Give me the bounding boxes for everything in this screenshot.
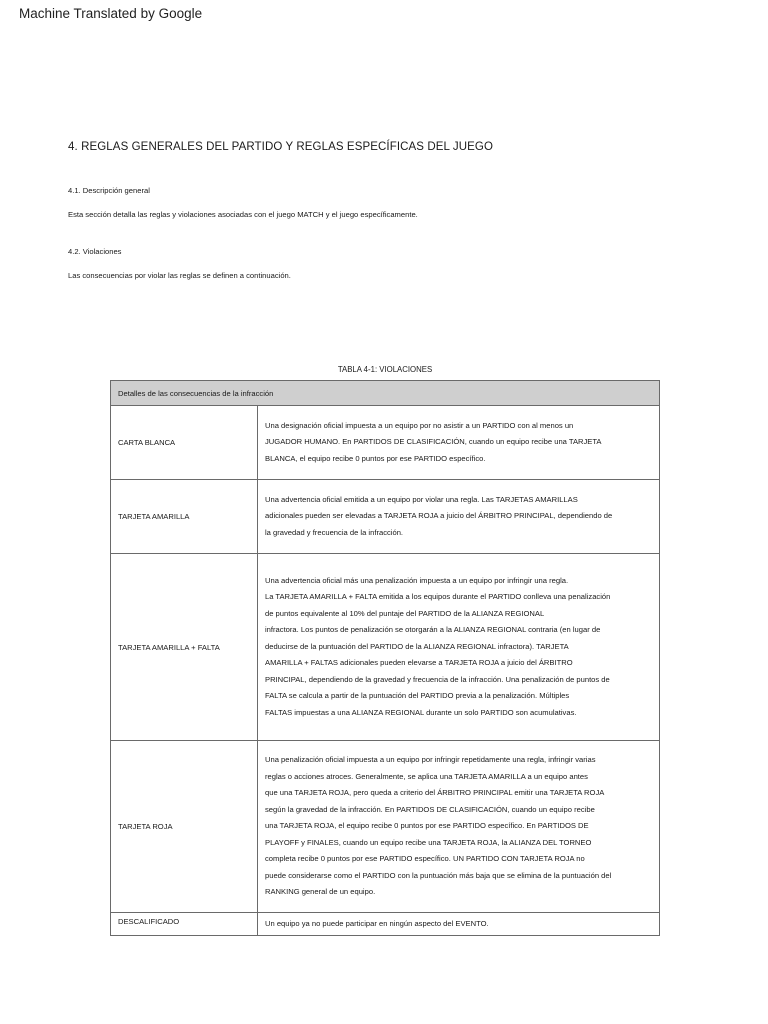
table-row	[111, 554, 660, 741]
description-line: puede considerarse como el PARTIDO con la puntuación más baja que se elimina de la puntuación del	[265, 870, 612, 880]
table-row	[111, 913, 660, 936]
violation-name: TARJETA AMARILLA + FALTA	[111, 554, 258, 741]
section-title: 4. REGLAS GENERALES DEL PARTIDO Y REGLAS ESPECÍFICAS DEL JUEGO	[68, 141, 494, 153]
table-header: Detalles de las consecuencias de la infracción	[111, 381, 660, 406]
violation-name: TARJETA ROJA	[111, 741, 258, 913]
description-line: PLAYOFF y FINALES, cuando un equipo recibe una TARJETA ROJA, la ALIANZA DEL TORNEO	[265, 837, 592, 847]
description-line: una TARJETA ROJA, el equipo recibe 0 puntos por ese PARTIDO específico. En PARTIDOS DE	[265, 821, 589, 831]
description-line: Una advertencia oficial emitida a un equipo por violar una regla. Las TARJETAS AMARILLAS	[265, 494, 578, 504]
description-line: infractora. Los puntos de penalización se otorgarán a la ALIANZA REGIONAL contraria (en lugar de	[265, 625, 601, 635]
description-line: adicionales pueden ser elevadas a TARJETA ROJA a juicio del ÁRBITRO PRINCIPAL, dependiendo de	[265, 511, 613, 521]
description-line: La TARJETA AMARILLA + FALTA emitida a los equipos durante el PARTIDO conlleva una penalización	[265, 592, 611, 602]
table-header-row	[111, 381, 660, 406]
description-line: FALTA se calcula a partir de la puntuación del PARTIDO previa a la penalización. Múltiples	[265, 691, 570, 701]
description-line: BLANCA, el equipo recibe 0 puntos por ese PARTIDO específico.	[265, 453, 486, 463]
table-caption: TABLA 4-1: VIOLACIONES	[337, 365, 433, 374]
violation-name: DESCALIFICADO	[111, 913, 258, 936]
violation-description	[258, 913, 660, 936]
description-line: Una designación oficial impuesta a un equipo por no asistir a un PARTIDO con al menos un	[265, 420, 574, 430]
description-line: deducirse de la puntuación del PARTIDO de la ALIANZA REGIONAL infractora). TARJETA	[265, 641, 569, 651]
violations-table	[110, 380, 660, 936]
description-line: Una advertencia oficial más una penalización impuesta a un equipo por infringir una regla.	[265, 575, 569, 585]
violation-description	[258, 480, 660, 554]
violation-description	[258, 406, 660, 480]
description-line: FALTAS impuestas a una ALIANZA REGIONAL durante un solo PARTIDO son acumulativas.	[265, 707, 577, 717]
description-line: reglas o acciones atroces. Generalmente, se aplica una TARJETA AMARILLA a un equipo antes	[265, 771, 588, 781]
description-line: Un equipo ya no puede participar en ningún aspecto del EVENTO.	[265, 918, 489, 928]
description-line: la gravedad y frecuencia de la infracción.	[265, 527, 404, 537]
description-line: de puntos equivalente al 10% del puntaje del PARTIDO de la ALIANZA REGIONAL	[265, 608, 545, 618]
description-line: RANKING general de un equipo.	[265, 887, 376, 897]
table-row	[111, 480, 660, 554]
violation-description	[258, 741, 660, 913]
description-line: AMARILLA + FALTAS adicionales pueden elevarse a TARJETA ROJA a juicio del ÁRBITRO	[265, 658, 573, 668]
subsection-heading-overview: 4.1. Descripción general	[68, 186, 150, 195]
description-line: Una penalización oficial impuesta a un equipo por infringir repetidamente una regla, infringir varias	[265, 755, 596, 765]
subsection-text-violations: Las consecuencias por violar las reglas se definen a continuación.	[68, 271, 291, 280]
machine-translation-banner: Machine Translated by Google	[19, 6, 203, 21]
violation-name: TARJETA AMARILLA	[111, 480, 258, 554]
description-line: completa recibe 0 puntos por ese PARTIDO específico. UN PARTIDO CON TARJETA ROJA no	[265, 854, 585, 864]
violation-description	[258, 554, 660, 741]
table-row	[111, 741, 660, 913]
description-line: según la gravedad de la infracción. En PARTIDOS DE CLASIFICACIÓN, cuando un equipo recibe	[265, 804, 595, 814]
table-row	[111, 406, 660, 480]
subsection-heading-violations: 4.2. Violaciones	[68, 247, 122, 256]
description-line: PRINCIPAL, dependiendo de la gravedad y frecuencia de la infracción. Una penalización de puntos de	[265, 674, 610, 684]
subsection-text-overview: Esta sección detalla las reglas y violaciones asociadas con el juego MATCH y el juego específicamente.	[68, 210, 418, 219]
description-line: que una TARJETA ROJA, pero queda a criterio del ÁRBITRO PRINCIPAL emitir una TARJETA ROJA	[265, 788, 605, 798]
description-line: JUGADOR HUMANO. En PARTIDOS DE CLASIFICACIÓN, cuando un equipo recibe una TARJETA	[265, 437, 602, 447]
violation-name: CARTA BLANCA	[111, 406, 258, 480]
